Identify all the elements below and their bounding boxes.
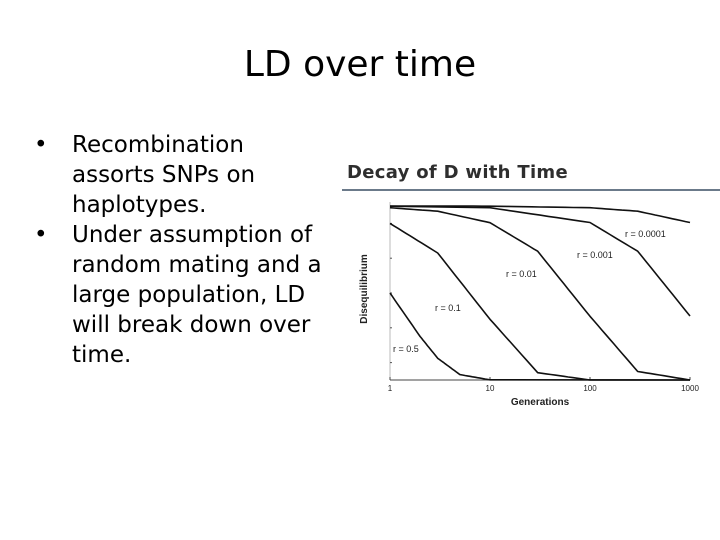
bullet-list <box>30 130 330 370</box>
bullet-marker: • <box>34 222 48 248</box>
bullet-marker: • <box>34 132 48 158</box>
bullet-item <box>30 130 330 220</box>
chart-title: Decay of D with Time <box>347 162 568 183</box>
slide-title: LD over time <box>243 44 477 85</box>
x-tick-label: 1 <box>387 384 393 393</box>
series-line <box>390 206 690 316</box>
bullet-item <box>30 220 330 370</box>
x-tick-label: 1000 <box>681 384 699 393</box>
series-label: r = 0.01 <box>506 269 537 279</box>
x-axis-label: Generations <box>510 397 570 408</box>
y-axis-label: Disequilibrium <box>359 254 370 324</box>
chart-title-rule <box>342 189 720 191</box>
series-label: r = 0.0001 <box>625 229 666 239</box>
x-tick-label: 10 <box>485 384 495 393</box>
bullet-text: Recombination assorts SNPs on haplotypes. <box>72 132 256 218</box>
series-label: r = 0.5 <box>393 344 419 354</box>
bullet-text: Under assumption of random mating and a large population, LD will break down over time. <box>72 222 322 368</box>
series-line <box>390 206 690 223</box>
ld-decay-chart <box>340 192 710 417</box>
series-label: r = 0.001 <box>577 250 613 260</box>
x-tick-label: 100 <box>583 384 597 393</box>
series-line <box>390 223 690 380</box>
series-label: r = 0.1 <box>435 303 461 313</box>
